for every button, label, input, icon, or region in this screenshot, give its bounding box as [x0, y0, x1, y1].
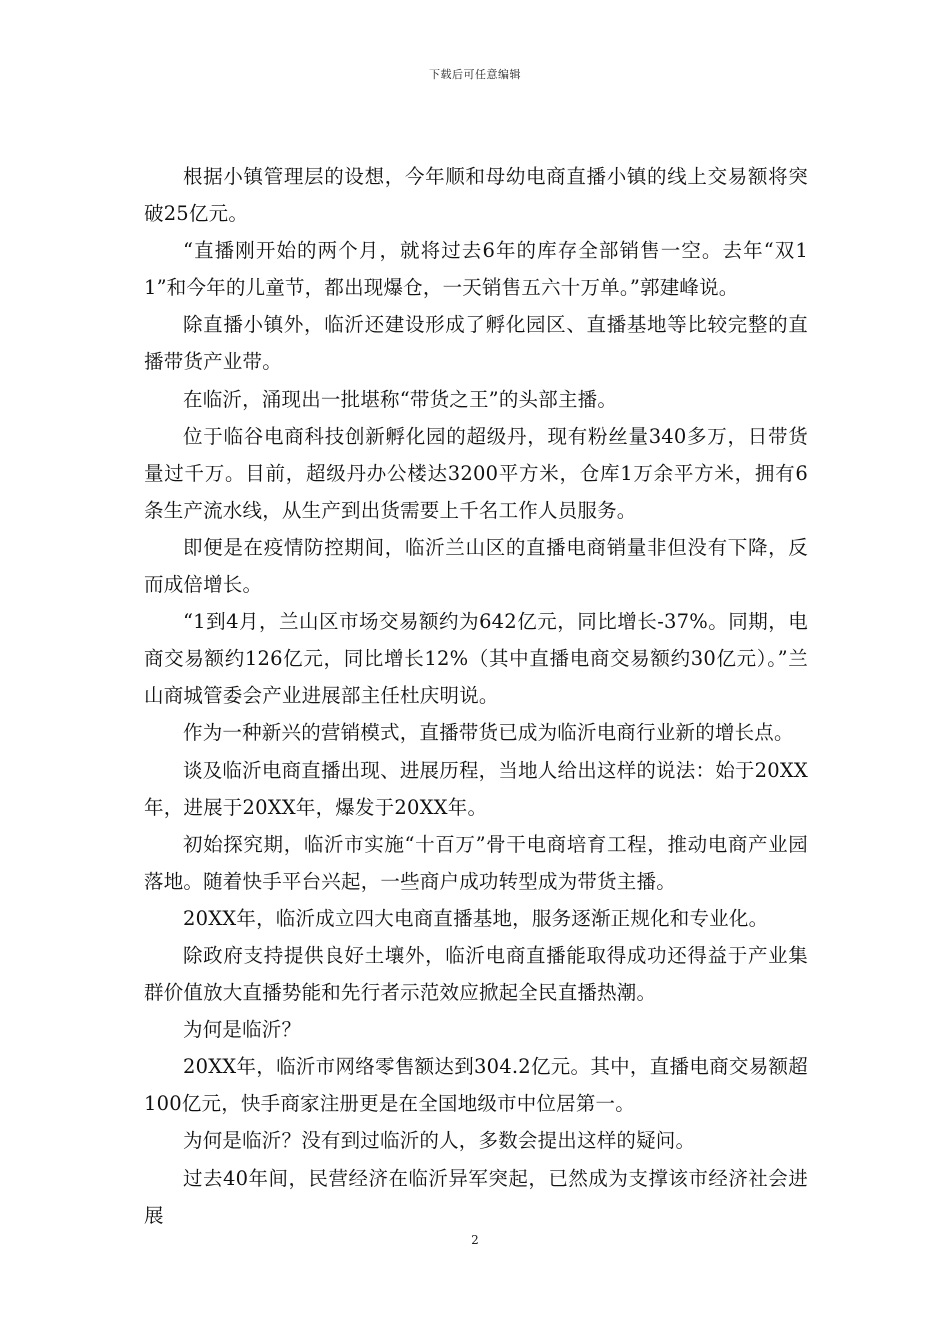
- paragraph: 除政府支持提供良好土壤外，临沂电商直播能取得成功还得益于产业集群价值放大直播势能和先行者示范效应掀起全民直播热潮。: [144, 943, 808, 1005]
- paragraph: 谈及临沂电商直播出现、进展历程，当地人给出这样的说法：始于20XX年，进展于20XX年，爆发于20XX年。: [144, 758, 808, 819]
- paragraph: “1到4月，兰山区市场交易额约为642亿元，同比增长-37%。同期，电商交易额约126亿元，同比增长12%（其中直播电商交易额约30亿元）。”兰山商城管委会产业进展部主任杜庆明说。: [144, 610, 808, 708]
- paragraph: 在临沂，涌现出一批堪称“带货之王”的头部主播。: [183, 387, 618, 411]
- paragraph: 根据小镇管理层的设想，今年顺和母幼电商直播小镇的线上交易额将突破25亿元。: [144, 165, 808, 226]
- paragraph: 即便是在疫情防控期间，临沂兰山区的直播电商销量非但没有下降，反而成倍增长。: [144, 535, 808, 597]
- paragraph: 为何是临沂？: [183, 1018, 302, 1042]
- page-header-note: 下载后可任意编辑: [429, 68, 521, 81]
- paragraph: “直播刚开始的两个月，就将过去6年的库存全部销售一空。去年“双11”和今年的儿童节，都出现爆仓，一天销售五六十万单。”郭建峰说。: [144, 239, 808, 300]
- paragraph: 为何是临沂？没有到过临沂的人，多数会提出这样的疑问。: [183, 1129, 696, 1153]
- page-number: 2: [471, 1233, 479, 1247]
- paragraph: 20XX年，临沂市网络零售额达到304.2亿元。其中，直播电商交易额超100亿元，快手商家注册更是在全国地级市中位居第一。: [144, 1055, 808, 1116]
- paragraph: 过去40年间，民营经济在临沂异军突起，已然成为支撑该市经济社会进展: [144, 1166, 808, 1227]
- article-body: [144, 158, 808, 1234]
- paragraph: 20XX年，临沂成立四大电商直播基地，服务逐渐正规化和专业化。: [183, 906, 769, 930]
- paragraph: 作为一种新兴的营销模式，直播带货已成为临沂电商行业新的增长点。: [183, 721, 794, 745]
- paragraph: 初始探究期，临沂市实施“十百万”骨干电商培育工程，推动电商产业园落地。随着快手平台兴起，一些商户成功转型成为带货主播。: [144, 832, 808, 893]
- paragraph: 除直播小镇外，临沂还建设形成了孵化园区、直播基地等比较完整的直播带货产业带。: [144, 313, 808, 374]
- paragraph: 位于临谷电商科技创新孵化园的超级丹，现有粉丝量340多万，日带货量过千万。目前，超级丹办公楼达3200平方米，仓库1万余平方米，拥有6条生产流水线，从生产到出货需要上千名工作人员服务。: [144, 424, 808, 522]
